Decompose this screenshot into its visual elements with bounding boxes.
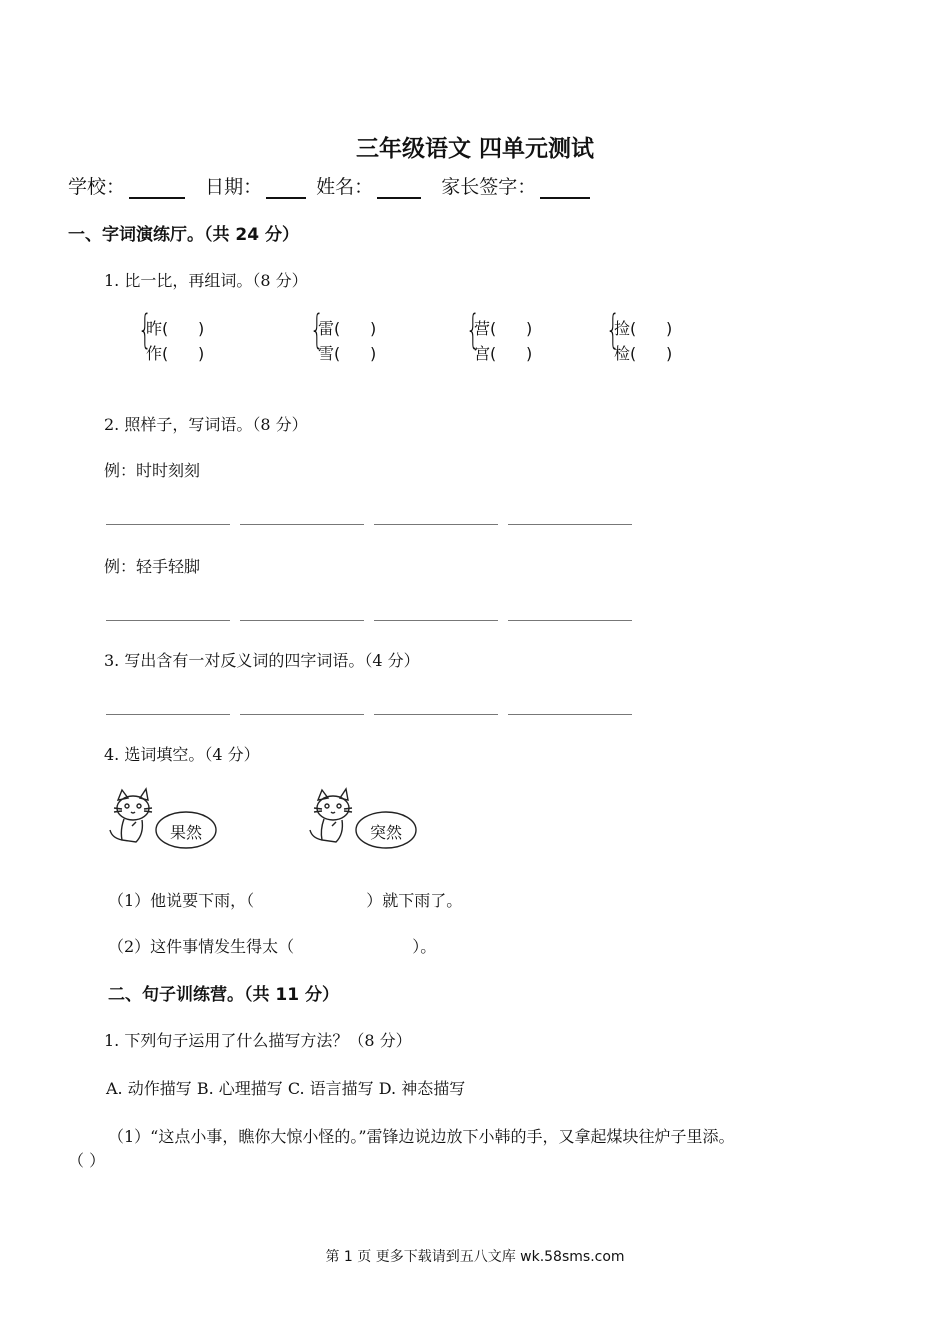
close-paren: ) (666, 344, 673, 363)
answer-line[interactable] (240, 620, 364, 621)
sentence-part: ）。 (412, 937, 437, 956)
q2-label: 2. 照样子，写词语。（8 分） (104, 415, 308, 434)
page-footer: 第 1 页 更多下载请到五八文库 wk.58sms.com (325, 1249, 625, 1265)
sentence-part: （2）这件事情发生得太（ (108, 937, 295, 956)
fill-sentence-2 (108, 934, 436, 957)
compare-bottom-char: 雪( (318, 344, 341, 363)
compare-group-4: { 捡( ) 检( ) (606, 307, 673, 363)
q1-label: 1. 比一比，再组词。（8 分） (104, 271, 308, 290)
compare-top-char: 雷( (318, 319, 341, 338)
compare-top-char: 捡( (614, 319, 637, 338)
word-option: 果然 (169, 823, 202, 842)
close-paren: ) (198, 344, 205, 363)
compare-top-char: 昨( (146, 319, 169, 338)
compare-top-char: 营( (474, 319, 497, 338)
name-label: 姓名： (316, 176, 374, 198)
q3-label: 3. 写出含有一对反义词的四字词语。（4 分） (104, 651, 420, 670)
answer-line[interactable] (374, 524, 498, 525)
school-label: 学校： (68, 176, 126, 198)
answer-line[interactable] (106, 524, 230, 525)
cat-word-card-1 (106, 786, 218, 852)
options-line: A. 动作描写 B. 心理描写 C. 语言描写 D. 神态描写 (106, 1079, 466, 1098)
date-blank (266, 177, 306, 199)
sentence-part: （1）他说要下雨，（ (108, 891, 255, 910)
compare-bottom-char: 作( (146, 344, 169, 363)
answer-line[interactable] (374, 714, 498, 715)
school-blank (129, 177, 185, 199)
section-1-heading: 一、字词演练厅。（共 24 分） (68, 225, 299, 245)
name-blank (377, 177, 421, 199)
sentence-part: ）就下雨了。 (366, 891, 463, 910)
answer-line[interactable] (106, 714, 230, 715)
parent-signature-label: 家长签字： (441, 176, 537, 198)
fill-sentence-1 (108, 888, 462, 911)
answer-line[interactable] (508, 620, 632, 621)
compare-bottom-char: 检( (614, 344, 637, 363)
answer-line[interactable] (240, 524, 364, 525)
answer-line[interactable] (508, 714, 632, 715)
q2-example-2: 例：轻手轻脚 (104, 557, 201, 576)
parent-signature-blank (540, 177, 590, 199)
compare-group-1: { 昨( ) 作( ) (138, 307, 205, 363)
answer-line[interactable] (240, 714, 364, 715)
answer-line[interactable] (106, 620, 230, 621)
close-paren: ) (198, 319, 205, 338)
close-paren: ) (666, 319, 673, 338)
answer-line[interactable] (508, 524, 632, 525)
date-label: 日期： (205, 176, 263, 198)
answer-line[interactable] (374, 620, 498, 621)
q4-label: 4. 选词填空。（4 分） (104, 745, 260, 764)
q2-example-1: 例：时时刻刻 (104, 461, 201, 480)
close-paren: ) (370, 344, 377, 363)
page-title: 三年级语文 四单元测试 (355, 136, 594, 162)
compare-group-3: { 营( ) 宫( ) (466, 307, 533, 363)
student-info-row (68, 172, 604, 199)
s2-q1-label: 1. 下列句子运用了什么描写方法？（8 分） (104, 1031, 412, 1050)
compare-group-2: { 雷( ) 雪( ) (310, 307, 377, 363)
section-2-heading: 二、句子训练营。（共 11 分） (108, 985, 339, 1005)
close-paren: ) (526, 344, 533, 363)
close-paren: ) (526, 319, 533, 338)
sentence-1: （1）“这点小事，瞧你大惊小怪的。”雷锋边说边放下小韩的手，又拿起煤块往炉子里添。 (108, 1127, 735, 1146)
sentence-1-answer[interactable]: （ ） (68, 1151, 106, 1170)
word-option: 突然 (369, 823, 402, 842)
compare-bottom-char: 宫( (474, 344, 497, 363)
close-paren: ) (370, 319, 377, 338)
cat-word-card-2 (306, 786, 418, 852)
